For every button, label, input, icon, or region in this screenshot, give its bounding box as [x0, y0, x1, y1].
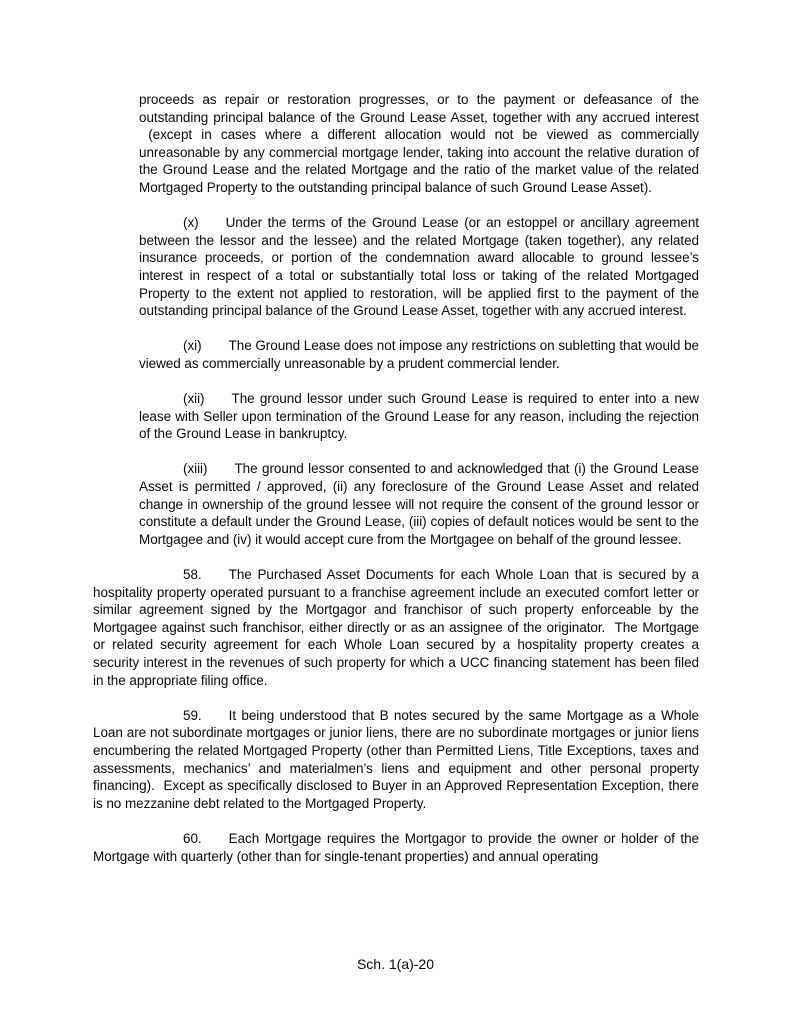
paragraph-60	[93, 830, 699, 865]
page-number: Sch. 1(a)-20	[356, 956, 435, 972]
document-body	[93, 91, 699, 883]
paragraph-xi	[139, 337, 699, 372]
paragraph-number: (xii)	[183, 391, 205, 407]
paragraph-number: 59.	[183, 707, 202, 723]
paragraph-text: Under the terms of the Ground Lease (or an estoppel or ancillary agreement between the lessor and the lessee) and the related Mortgage (taken together), any related insurance proceeds, or portion of the condemnation award allocable to ground lessee’s interest in respect of a total or substantially total loss or taking of the related Mortgaged Property to the extent not applied to restoration, will be applied first to the payment of the outstanding principal balance of the Ground Lease Asset, together with any accrued interest.	[139, 215, 699, 319]
paragraph-xiii	[139, 460, 699, 548]
paragraph-text: The ground lessor consented to and acknowledged that (i) the Ground Lease Asset is permitted / approved, (ii) any foreclosure of the Ground Lease Asset and related change in ownership of the ground lessee will not require the consent of the ground lessor or constitute a default under the Ground Lease, (iii) copies of default notices would be sent to the Mortgagee and (iv) it would accept cure from the Mortgagee on behalf of the ground lessee.	[139, 461, 699, 547]
paragraph-x	[139, 214, 699, 320]
paragraph-text: The Purchased Asset Documents for each Whole Loan that is secured by a hospitality property operated pursuant to a franchise agreement include an executed comfort letter or similar agreement signed by the Mortgagor and franchisor of such property enforceable by the Mortgagee against such franchisor, either directly or as an assignee of the originator. The Mortgage or related security agreement for each Whole Loan secured by a hospitality property creates a security interest in the revenues of such property for which a UCC financing statement has been filed in the appropriate filing office.	[93, 567, 699, 688]
paragraph-number: 60.	[183, 830, 202, 846]
paragraph-text: proceeds as repair or restoration progresses, or to the payment or defeasance of the outstanding principal balance of the Ground Lease Asset, together with any accrued interest (except in cases where a different allocation would not be viewed as commercially unreasonable by any commercial mortgage lender, taking into account the relative duration of the Ground Lease and the related Mortgage and the ratio of the market value of the related Mortgaged Property to the outstanding principal balance of such Ground Lease Asset).	[139, 92, 699, 195]
paragraph-text: The Ground Lease does not impose any restrictions on subletting that would be viewed as commercially unreasonable by a prudent commercial lender.	[139, 338, 699, 371]
paragraph-xii	[139, 390, 699, 443]
paragraph-text: Each Mortgage requires the Mortgagor to provide the owner or holder of the Mortgage with quarterly (other than for single-tenant properties) and annual operating	[93, 830, 699, 864]
paragraph-59	[93, 707, 699, 813]
paragraph-intro-continuation	[139, 91, 699, 197]
paragraph-58	[93, 566, 699, 689]
paragraph-text: The ground lessor under such Ground Lease is required to enter into a new lease with Seller upon termination of the Ground Lease for any reason, including the rejection of the Ground Lease in bankruptcy.	[139, 391, 699, 442]
paragraph-text: It being understood that B notes secured by the same Mortgage as a Whole Loan are not subordinate mortgages or junior liens, there are no subordinate mortgages or junior liens encumbering the related Mortgaged Property (other than Permitted Liens, Title Exceptions, taxes and assessments, mechanics’ and materialmen’s liens and equipment and other personal property financing). Except as specifically disclosed to Buyer in an Approved Representation Exception, there is no mezzanine debt related to the Mortgaged Property.	[93, 707, 699, 811]
page-footer	[0, 956, 791, 972]
paragraph-number: (xiii)	[183, 461, 208, 477]
paragraph-number: (x)	[183, 215, 199, 231]
paragraph-number: (xi)	[183, 338, 202, 354]
paragraph-number: 58.	[183, 567, 202, 583]
